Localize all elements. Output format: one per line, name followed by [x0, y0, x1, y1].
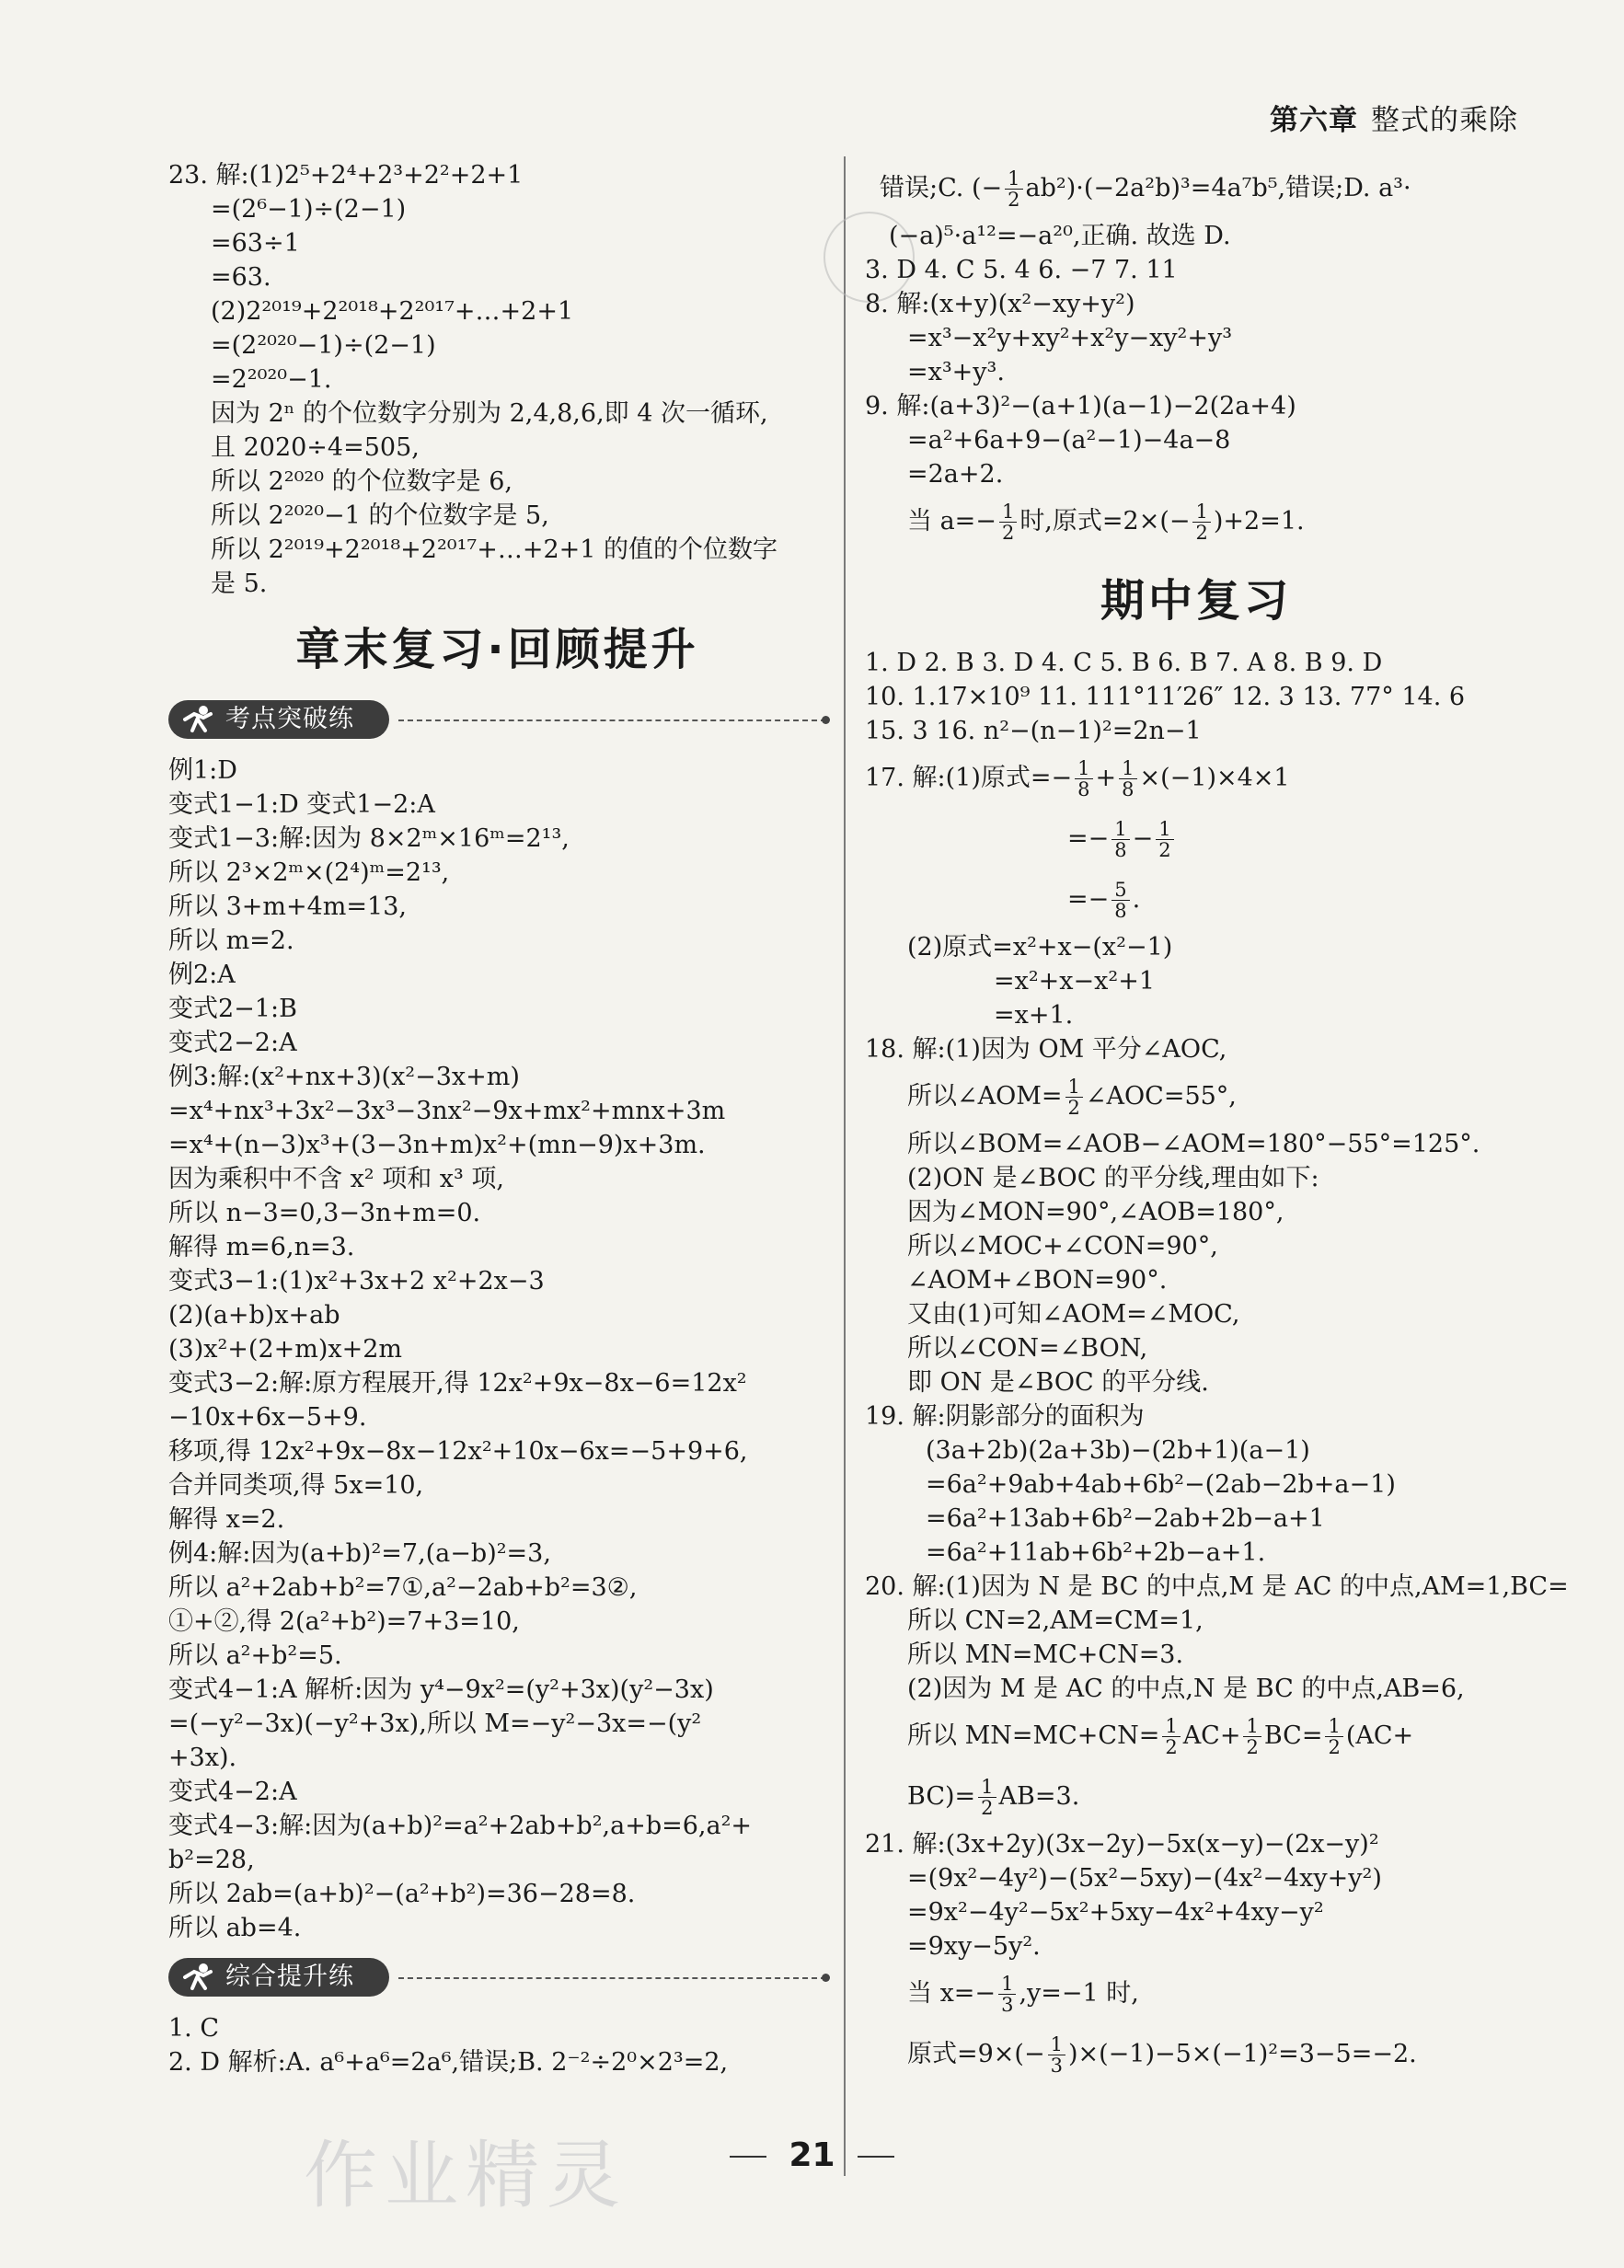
runner-icon — [181, 705, 214, 734]
text-run: ,y=−1 时, — [1019, 1979, 1139, 2008]
banner-pill — [168, 1958, 389, 1997]
dashed-rule — [398, 1977, 826, 1979]
frac-den: 3 — [1001, 1994, 1014, 2016]
answer-line: =(2²⁰²⁰−1)÷(2−1) — [211, 331, 436, 360]
text-run: ab²)·(−2a²b)³=4a⁷b⁵,错误;D. a³· — [1025, 174, 1411, 202]
answer-line: =x⁴+nx³+3x²−3x³−3nx²−9x+mx²+mnx+3m — [168, 1097, 726, 1125]
answer-line: 变式4−2:A — [168, 1778, 297, 1806]
answer-line: =(−y²−3x)(−y²+3x),所以 M=−y²−3x=−(y² — [168, 1710, 702, 1738]
right-column — [865, 158, 1569, 2085]
frac-den: 2 — [1195, 522, 1208, 544]
runner-icon — [181, 1963, 214, 1992]
text-run: AB=3. — [998, 1782, 1080, 1811]
answer-line: (−a)⁵·a¹²=−a²⁰,正确. 故选 D. — [889, 222, 1231, 250]
dash-left — [730, 2156, 766, 2158]
chapter-label: 第六章 — [1270, 104, 1358, 137]
answer-line: (2)因为 M 是 AC 的中点,N 是 BC 的中点,AB=6, — [907, 1675, 1465, 1703]
answer-line: 解得 x=2. — [168, 1505, 285, 1534]
section-title-midterm-review: 期中复习 — [1100, 575, 1292, 627]
answer-line: =63. — [211, 263, 271, 292]
frac-num: 1 — [999, 501, 1017, 523]
text-run: 所以∠AOM= — [907, 1082, 1063, 1111]
answer-line: b²=28, — [168, 1846, 255, 1874]
frac-num: 1 — [998, 1974, 1016, 1995]
answer-line — [865, 158, 1527, 219]
answer-line: =6a²+9ab+4ab+6b²−(2ab−2b+a−1) — [926, 1470, 1396, 1499]
frac-den: 2 — [1067, 1097, 1080, 1119]
answer-line: 变式1−3:解:因为 8×2ᵐ×16ᵐ=2¹³, — [168, 824, 570, 853]
answer-line: 因为 2ⁿ 的个位数字分别为 2,4,8,6,即 4 次一循环, — [211, 399, 768, 428]
answer-line: =9xy−5y². — [907, 1932, 1041, 1961]
banner-pill — [168, 700, 389, 739]
frac-den: 2 — [1158, 839, 1171, 861]
answer-line: 20. 解:(1)因为 N 是 BC 的中点,M 是 AC 的中点,AM=1,BC= — [865, 1572, 1569, 1601]
answer-line: 且 2020÷4=505, — [211, 433, 420, 462]
answer-line: 例1:D — [168, 756, 237, 785]
answer-line — [865, 1963, 1527, 2024]
answer-line: 所以 n−3=0,3−3n+m=0. — [168, 1199, 481, 1227]
text-run: 当 a=− — [907, 507, 996, 535]
frac-num: 1 — [1048, 2034, 1065, 2055]
text-run: 当 x=− — [907, 1979, 996, 2008]
answer-line: =(2⁶−1)÷(2−1) — [211, 195, 407, 224]
answer-line: 变式1−1:D 变式1−2:A — [168, 790, 435, 819]
fraction — [1005, 168, 1022, 210]
dashed-rule — [398, 720, 826, 721]
frac-num: 1 — [1162, 1716, 1180, 1737]
frac-num: 1 — [1243, 1716, 1261, 1737]
answer-line: =x²+x−x²+1 — [994, 967, 1155, 996]
answer-line: 又由(1)可知∠AOM=∠MOC, — [907, 1300, 1240, 1329]
page-header — [1270, 97, 1518, 138]
answer-line: =2²⁰²⁰−1. — [211, 365, 332, 394]
answer-line: 变式4−1:A 解析:因为 y⁴−9x²=(y²+3x)(y²−3x) — [168, 1675, 714, 1704]
answer-line: 1. D 2. B 3. D 4. C 5. B 6. B 7. A 8. B 9. D — [865, 649, 1383, 677]
frac-den: 8 — [1077, 778, 1090, 800]
fraction — [999, 501, 1017, 543]
answer-line — [865, 491, 1527, 552]
answer-line: 所以 3+m+4m=13, — [168, 892, 407, 921]
frac-den: 2 — [1008, 189, 1020, 211]
text-run: 原式=9×(− — [907, 2040, 1045, 2068]
frac-den: 3 — [1050, 2055, 1063, 2077]
dash-right — [858, 2156, 894, 2158]
text-run: 错误;C. (− — [880, 174, 1003, 202]
answer-line: 所以∠CON=∠BON, — [907, 1334, 1148, 1363]
answer-line: 所以 2ab=(a+b)²−(a²+b²)=36−28=8. — [168, 1880, 636, 1908]
text-run: 17. 解:(1)原式=− — [865, 764, 1073, 792]
fraction — [1243, 1716, 1261, 1757]
answer-line: =x+1. — [994, 1001, 1074, 1030]
answer-line: 变式3−1:(1)x²+3x+2 x²+2x−3 — [168, 1267, 545, 1295]
answer-line: 所以 2²⁰¹⁹+2²⁰¹⁸+2²⁰¹⁷+…+2+1 的值的个位数字 — [211, 535, 778, 564]
answer-line: 移项,得 12x²+9x−8x−12x²+10x−6x=−5+9+6, — [168, 1437, 748, 1466]
text-run: − — [1132, 824, 1154, 853]
banner-comprehensive — [168, 1952, 826, 2002]
frac-den: 2 — [1246, 1736, 1259, 1758]
answer-line: 解得 m=6,n=3. — [168, 1233, 355, 1261]
answer-line: 3. D 4. C 5. 4 6. −7 7. 11 — [865, 256, 1178, 284]
answer-line: (2)(a+b)x+ab — [168, 1301, 340, 1330]
page-number-value: 21 — [789, 2136, 835, 2174]
fraction — [1156, 819, 1173, 860]
fraction — [1111, 880, 1129, 921]
text-run: ×(−1)×4×1 — [1139, 764, 1290, 792]
answer-line: +3x). — [168, 1744, 237, 1772]
text-run: 所以 MN=MC+CN= — [907, 1721, 1160, 1750]
fraction — [998, 1974, 1016, 2015]
section-title-chapter-review: 章末复习·回顾提升 — [295, 624, 699, 675]
text-run: =− — [1067, 885, 1110, 914]
answer-line — [865, 1767, 1527, 1827]
answer-line: (2)2²⁰¹⁹+2²⁰¹⁸+2²⁰¹⁷+…+2+1 — [211, 297, 574, 326]
answer-line — [865, 869, 1527, 930]
fraction — [1075, 758, 1092, 800]
text-run: BC= — [1263, 1721, 1323, 1750]
answer-line: 变式3−2:解:原方程展开,得 12x²+9x−8x−6=12x² — [168, 1369, 747, 1398]
fraction — [1065, 1076, 1083, 1118]
answer-line: 即 ON 是∠BOC 的平分线. — [907, 1368, 1209, 1397]
answer-line: (3a+2b)(2a+3b)−(2b+1)(a−1) — [926, 1436, 1310, 1465]
answer-line — [865, 2024, 1527, 2085]
answer-line: 10. 1.17×10⁹ 11. 111°11′26″ 12. 3 13. 77° 14. 6 — [865, 683, 1466, 711]
page-number — [0, 2136, 1624, 2174]
answer-line: 21. 解:(3x+2y)(3x−2y)−5x(x−y)−(2x−y)² — [865, 1830, 1379, 1859]
banner-label: 综合提升练 — [225, 1963, 354, 1991]
frac-den: 2 — [1328, 1736, 1341, 1758]
frac-num: 1 — [978, 1777, 996, 1798]
frac-num: 1 — [1111, 819, 1129, 840]
answer-line: =63÷1 — [211, 229, 300, 258]
answer-line: 所以 CN=2,AM=CM=1, — [907, 1606, 1204, 1635]
frac-den: 2 — [1001, 522, 1015, 544]
chapter-title: 整式的乘除 — [1371, 104, 1518, 137]
answer-line: 所以∠BOM=∠AOB−∠AOM=180°−55°=125°. — [907, 1130, 1480, 1158]
frac-num: 5 — [1111, 880, 1129, 901]
answer-line: 例2:A — [168, 961, 236, 989]
column-divider — [844, 156, 846, 2176]
answer-line: 所以 2²⁰²⁰ 的个位数字是 6, — [211, 467, 513, 496]
frac-num: 1 — [1075, 758, 1092, 779]
text-run: ∠AOC=55°, — [1085, 1082, 1237, 1111]
answer-line: (3)x²+(2+m)x+2m — [168, 1335, 403, 1364]
answer-line: (2)原式=x²+x−(x²−1) — [907, 933, 1173, 961]
answer-line: 例3:解:(x²+nx+3)(x²−3x+m) — [168, 1063, 520, 1091]
text-run: (AC+ — [1345, 1721, 1414, 1750]
answer-line: ①+②,得 2(a²+b²)=7+3=10, — [168, 1607, 520, 1636]
answer-line: 所以∠MOC+∠CON=90°, — [907, 1232, 1218, 1261]
answer-line: 所以 2³×2ᵐ×(2⁴)ᵐ=2¹³, — [168, 858, 450, 887]
answer-line: =6a²+13ab+6b²−2ab+2b−a+1 — [926, 1504, 1325, 1533]
frac-num: 1 — [1192, 501, 1210, 523]
text-run: 时,原式=2×(− — [1019, 507, 1191, 535]
fraction — [1111, 819, 1129, 860]
answer-line: 变式2−2:A — [168, 1029, 297, 1057]
frac-num: 1 — [1005, 168, 1022, 190]
frac-num: 1 — [1119, 758, 1136, 779]
frac-den: 8 — [1114, 839, 1127, 861]
answer-line: =(9x²−4y²)−(5x²−5xy)−(4x²−4xy+y²) — [907, 1864, 1382, 1893]
answer-line: =x³+y³. — [907, 358, 1005, 386]
text-run: + — [1095, 764, 1117, 792]
fraction — [1048, 2034, 1065, 2076]
answer-line: =x⁴+(n−3)x³+(3−3n+m)x²+(mn−9)x+3m. — [168, 1131, 706, 1159]
answer-line: 所以 a²+b²=5. — [168, 1641, 342, 1670]
answer-line: =a²+6a+9−(a²−1)−4a−8 — [907, 426, 1231, 455]
fraction — [978, 1777, 996, 1818]
left-column — [168, 158, 826, 2079]
frac-num: 1 — [1156, 819, 1173, 840]
answer-line: =6a²+11ab+6b²+2b−a+1. — [926, 1538, 1266, 1567]
text-run: AC+ — [1182, 1721, 1241, 1750]
fraction — [1192, 501, 1210, 543]
answer-line: 8. 解:(x+y)(x²−xy+y²) — [865, 290, 1135, 318]
text-run: . — [1132, 885, 1141, 914]
answer-line: 所以 a²+2ab+b²=7①,a²−2ab+b²=3②, — [168, 1573, 638, 1602]
text-run: BC)= — [907, 1782, 976, 1811]
text-run: )×(−1)−5×(−1)²=3−5=−2. — [1067, 2040, 1417, 2068]
text-run: =− — [1067, 824, 1110, 853]
answer-line: 因为∠MON=90°,∠AOB=180°, — [907, 1198, 1284, 1226]
answer-line: 9. 解:(a+3)²−(a+1)(a−1)−2(2a+4) — [865, 392, 1296, 420]
fraction — [1162, 1716, 1180, 1757]
answer-line: 是 5. — [211, 570, 268, 598]
frac-den: 8 — [1122, 778, 1134, 800]
answer-line: 23. 解:(1)2⁵+2⁴+2³+2²+2+1 — [168, 161, 524, 190]
answer-line: =2a+2. — [907, 460, 1004, 489]
answer-line: =9x²−4y²−5x²+5xy−4x²+4xy−y² — [907, 1898, 1324, 1927]
banner-key-points — [168, 695, 826, 744]
frac-den: 8 — [1114, 900, 1127, 922]
answer-line: 所以 MN=MC+CN=3. — [907, 1641, 1184, 1669]
answer-line — [865, 809, 1527, 869]
answer-line: 变式4−3:解:因为(a+b)²=a²+2ab+b²,a+b=6,a²+ — [168, 1812, 753, 1840]
answer-line — [865, 1066, 1527, 1127]
frac-den: 2 — [1165, 1736, 1178, 1758]
answer-line: 15. 3 16. n²−(n−1)²=2n−1 — [865, 717, 1202, 745]
answer-line: 合并同类项,得 5x=10, — [168, 1471, 424, 1500]
answer-line: 2. D 解析:A. a⁶+a⁶=2a⁶,错误;B. 2⁻²÷2⁰×2³=2, — [168, 2048, 729, 2077]
answer-line: 所以 m=2. — [168, 927, 294, 955]
answer-line — [865, 748, 1527, 809]
answer-line — [865, 1706, 1527, 1767]
answer-line: −10x+6x−5+9. — [168, 1403, 367, 1432]
fraction — [1325, 1716, 1342, 1757]
text-run: )+2=1. — [1213, 507, 1305, 535]
answer-line: 变式2−1:B — [168, 995, 297, 1023]
frac-num: 1 — [1325, 1716, 1342, 1737]
banner-label: 考点突破练 — [225, 705, 354, 733]
fraction — [1119, 758, 1136, 800]
answer-line: ∠AOM+∠BON=90°. — [907, 1266, 1168, 1295]
answer-line: =x³−x²y+xy²+x²y−xy²+y³ — [907, 324, 1233, 352]
answer-line: 1. C — [168, 2014, 220, 2043]
answer-line: 因为乘积中不含 x² 项和 x³ 项, — [168, 1165, 505, 1193]
answer-line: 例4:解:因为(a+b)²=7,(a−b)²=3, — [168, 1539, 551, 1568]
answer-line: 18. 解:(1)因为 OM 平分∠AOC, — [865, 1035, 1227, 1064]
answer-line: 所以 2²⁰²⁰−1 的个位数字是 5, — [211, 501, 549, 530]
answer-line: (2)ON 是∠BOC 的平分线,理由如下: — [907, 1164, 1319, 1192]
answer-line: 所以 ab=4. — [168, 1914, 302, 1942]
frac-num: 1 — [1065, 1076, 1083, 1098]
frac-den: 2 — [981, 1797, 994, 1819]
answer-line: 19. 解:阴影部分的面积为 — [865, 1402, 1145, 1431]
watermark: 作业精灵 — [304, 2133, 628, 2218]
